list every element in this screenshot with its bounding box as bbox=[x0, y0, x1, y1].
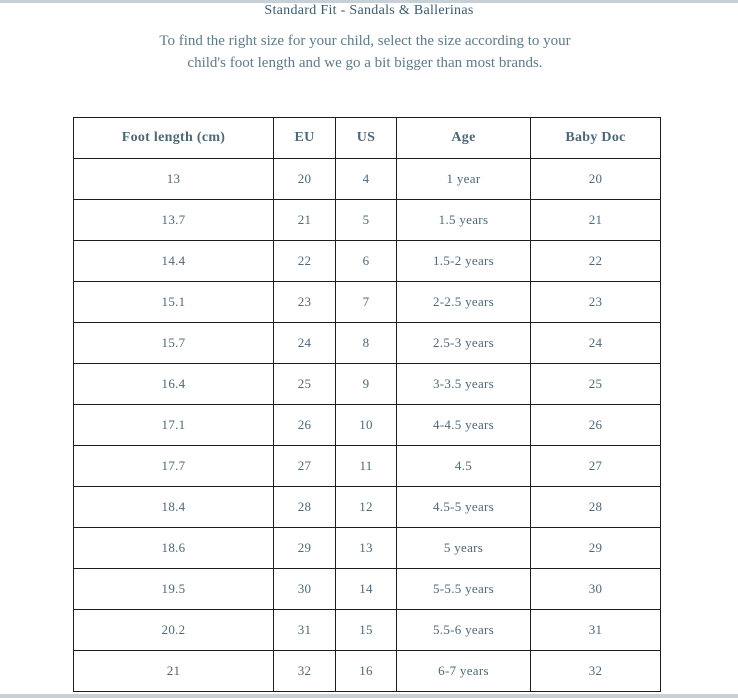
cell-eu: 30 bbox=[274, 569, 336, 610]
cell-eu: 26 bbox=[274, 405, 336, 446]
cell-age: 3-3.5 years bbox=[397, 364, 531, 405]
cell-us: 16 bbox=[336, 651, 397, 692]
cell-age: 5-5.5 years bbox=[397, 569, 531, 610]
cell-age: 2.5-3 years bbox=[397, 323, 531, 364]
table-row bbox=[74, 241, 661, 282]
cell-age: 4-4.5 years bbox=[397, 405, 531, 446]
cell-eu: 20 bbox=[274, 159, 336, 200]
intro-line-2: child's foot length and we go a bit bigger than most brands. bbox=[187, 55, 543, 71]
cell-us: 10 bbox=[336, 405, 397, 446]
table-row bbox=[74, 487, 661, 528]
table-row bbox=[74, 159, 661, 200]
cell-us: 7 bbox=[336, 282, 397, 323]
cell-foot-length: 17.7 bbox=[74, 446, 274, 487]
cell-foot-length: 15.7 bbox=[74, 323, 274, 364]
cell-foot-length: 13 bbox=[74, 159, 274, 200]
cell-foot-length: 13.7 bbox=[74, 200, 274, 241]
table-row bbox=[74, 569, 661, 610]
intro-line-1: To find the right size for your child, select the size according to your bbox=[159, 33, 571, 49]
cell-baby-doc: 32 bbox=[531, 651, 661, 692]
table-row bbox=[74, 528, 661, 569]
cell-baby-doc: 24 bbox=[531, 323, 661, 364]
cell-age: 4.5-5 years bbox=[397, 487, 531, 528]
cell-foot-length: 16.4 bbox=[74, 364, 274, 405]
table-row bbox=[74, 610, 661, 651]
cell-eu: 29 bbox=[274, 528, 336, 569]
cell-us: 8 bbox=[336, 323, 397, 364]
cell-age: 1.5 years bbox=[397, 200, 531, 241]
cell-eu: 21 bbox=[274, 200, 336, 241]
cell-eu: 28 bbox=[274, 487, 336, 528]
table-row bbox=[74, 651, 661, 692]
header-foot-length: Foot length (cm) bbox=[74, 118, 274, 159]
header-baby-doc: Baby Doc bbox=[531, 118, 661, 159]
cell-eu: 24 bbox=[274, 323, 336, 364]
cell-us: 12 bbox=[336, 487, 397, 528]
cell-baby-doc: 30 bbox=[531, 569, 661, 610]
cell-us: 13 bbox=[336, 528, 397, 569]
cell-foot-length: 18.6 bbox=[74, 528, 274, 569]
cell-eu: 31 bbox=[274, 610, 336, 651]
cell-us: 6 bbox=[336, 241, 397, 282]
cell-us: 5 bbox=[336, 200, 397, 241]
cell-foot-length: 20.2 bbox=[74, 610, 274, 651]
cell-age: 2-2.5 years bbox=[397, 282, 531, 323]
header-age: Age bbox=[397, 118, 531, 159]
cell-us: 15 bbox=[336, 610, 397, 651]
header-us: US bbox=[336, 118, 397, 159]
cell-foot-length: 14.4 bbox=[74, 241, 274, 282]
cell-age: 5.5-6 years bbox=[397, 610, 531, 651]
cell-us: 4 bbox=[336, 159, 397, 200]
cell-age: 4.5 bbox=[397, 446, 531, 487]
table-row bbox=[74, 446, 661, 487]
header-eu: EU bbox=[274, 118, 336, 159]
cell-baby-doc: 21 bbox=[531, 200, 661, 241]
table-row bbox=[74, 364, 661, 405]
cell-age: 1 year bbox=[397, 159, 531, 200]
cell-us: 9 bbox=[336, 364, 397, 405]
cell-us: 11 bbox=[336, 446, 397, 487]
size-chart-table bbox=[73, 117, 661, 692]
cell-age: 6-7 years bbox=[397, 651, 531, 692]
table-row bbox=[74, 200, 661, 241]
cell-baby-doc: 27 bbox=[531, 446, 661, 487]
cell-baby-doc: 25 bbox=[531, 364, 661, 405]
cell-eu: 32 bbox=[274, 651, 336, 692]
cell-age: 1.5-2 years bbox=[397, 241, 531, 282]
cell-baby-doc: 29 bbox=[531, 528, 661, 569]
cell-baby-doc: 26 bbox=[531, 405, 661, 446]
cell-foot-length: 15.1 bbox=[74, 282, 274, 323]
cell-eu: 27 bbox=[274, 446, 336, 487]
cell-foot-length: 21 bbox=[74, 651, 274, 692]
cell-baby-doc: 31 bbox=[531, 610, 661, 651]
cell-foot-length: 17.1 bbox=[74, 405, 274, 446]
page-title: Standard Fit - Sandals & Ballerinas bbox=[264, 3, 474, 18]
table-row bbox=[74, 323, 661, 364]
table-row bbox=[74, 405, 661, 446]
cell-eu: 25 bbox=[274, 364, 336, 405]
cell-age: 5 years bbox=[397, 528, 531, 569]
bottom-divider bbox=[0, 694, 738, 698]
cell-baby-doc: 20 bbox=[531, 159, 661, 200]
cell-us: 14 bbox=[336, 569, 397, 610]
cell-foot-length: 18.4 bbox=[74, 487, 274, 528]
cell-eu: 23 bbox=[274, 282, 336, 323]
cell-eu: 22 bbox=[274, 241, 336, 282]
cell-baby-doc: 22 bbox=[531, 241, 661, 282]
cell-foot-length: 19.5 bbox=[74, 569, 274, 610]
intro-text bbox=[130, 30, 600, 74]
cell-baby-doc: 28 bbox=[531, 487, 661, 528]
table-header-row bbox=[74, 118, 661, 159]
cell-baby-doc: 23 bbox=[531, 282, 661, 323]
table-row bbox=[74, 282, 661, 323]
